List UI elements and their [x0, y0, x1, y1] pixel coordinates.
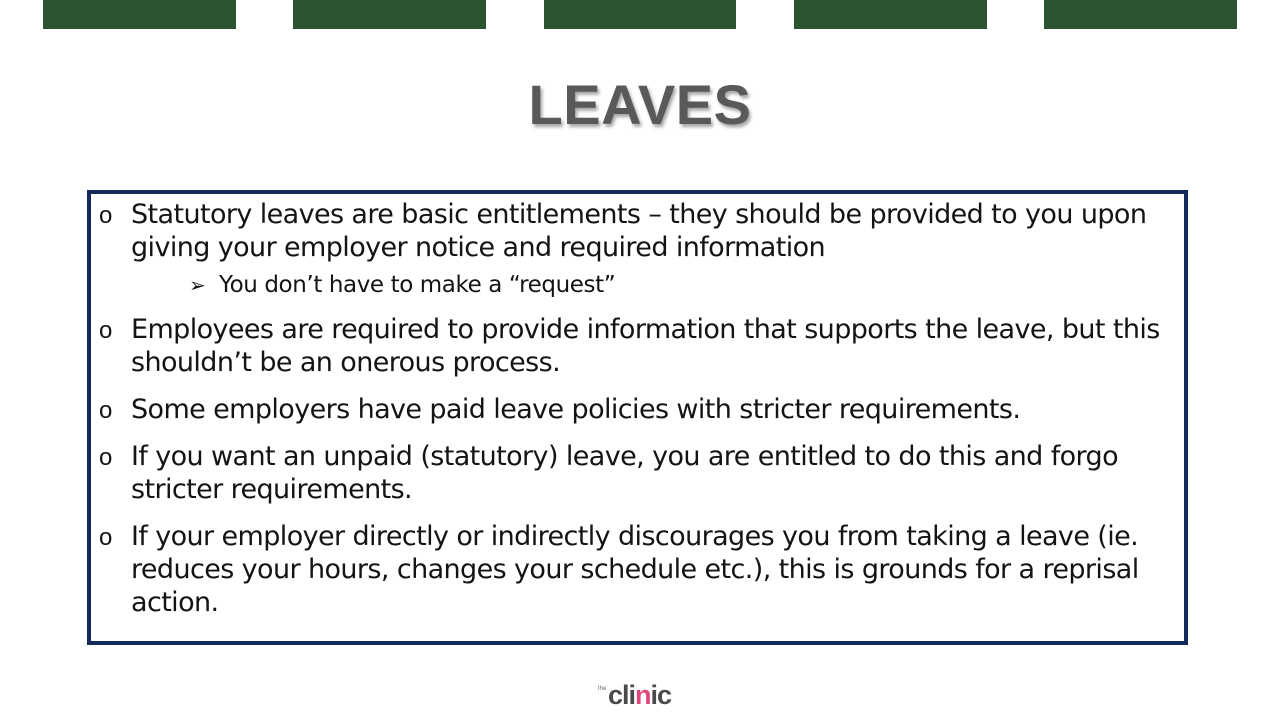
bullet-text: Statutory leaves are basic entitlements – they should be provided to you upon giving your employer notice and required information	[131, 199, 1147, 263]
bullet-item	[91, 440, 1184, 506]
bullet-text: If you want an unpaid (statutory) leave, you are entitled to do this and forgo stricter requirements.	[131, 441, 1119, 505]
bullet-item	[91, 313, 1184, 379]
bullet-text: Some employers have paid leave policies with stricter requirements.	[131, 394, 1021, 425]
bullet-marker-icon: o	[99, 397, 112, 424]
bullet-item	[91, 198, 1184, 299]
bullet-text: Employees are required to provide information that supports the leave, but this shouldn’t be an onerous process.	[131, 314, 1160, 378]
top-bar-1	[43, 0, 236, 29]
logo-prefix: the	[598, 686, 607, 692]
sub-bullet-item	[131, 271, 1164, 299]
bullet-marker-icon: o	[99, 524, 112, 551]
logo-part-3: ic	[650, 680, 672, 710]
arrow-bullet-icon: ➢	[189, 273, 206, 297]
bullet-list	[91, 198, 1184, 619]
sub-bullet-text: You don’t have to make a “request”	[219, 272, 616, 298]
bullet-marker-icon: o	[99, 202, 112, 229]
bullet-text: If your employer directly or indirectly discourages you from taking a leave (ie. reduces your hours, changes your schedule etc.), this is grounds for a reprisal action.	[131, 521, 1139, 618]
logo-wordmark	[608, 680, 671, 710]
slide-title: LEAVES	[528, 73, 752, 136]
top-bar-2	[293, 0, 486, 29]
logo-part-2: n	[635, 680, 651, 710]
top-bar-3	[544, 0, 736, 29]
top-decorative-bars	[0, 0, 1280, 29]
top-bar-4	[794, 0, 987, 29]
content-box	[87, 190, 1188, 645]
logo-part-1: cli	[608, 680, 636, 710]
bullet-marker-icon: o	[99, 317, 112, 344]
bullet-item	[91, 520, 1184, 619]
bullet-marker-icon: o	[99, 444, 112, 471]
top-bar-5	[1044, 0, 1237, 29]
clinic-logo	[598, 680, 688, 710]
bullet-item	[91, 393, 1184, 426]
